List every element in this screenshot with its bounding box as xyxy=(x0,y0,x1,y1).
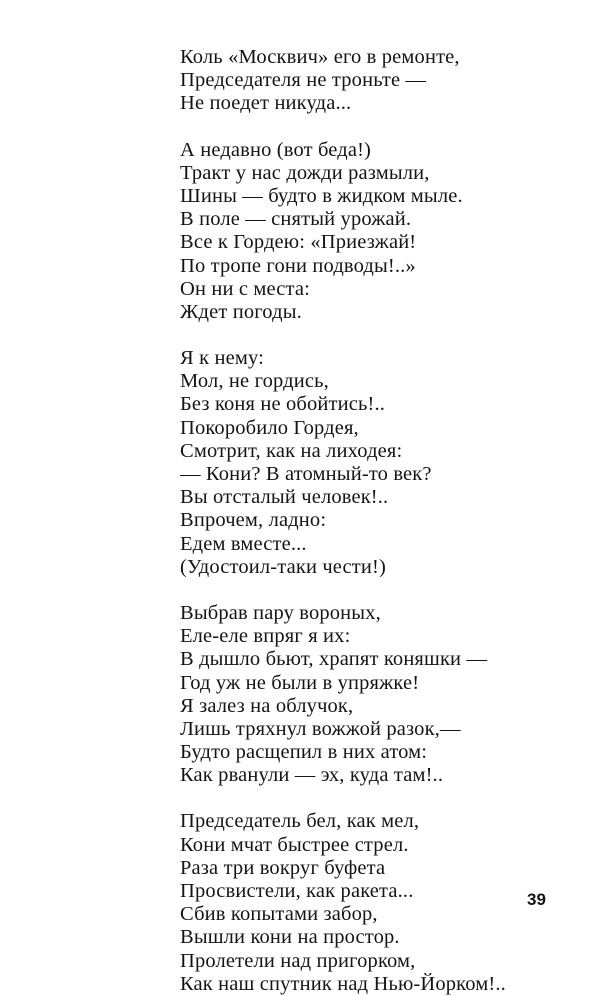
poem-line: Вы отсталый человек!.. xyxy=(180,486,389,509)
poem-line: Шины — будто в жидком мыле. xyxy=(180,184,463,207)
poem-line: Сбив копытами забор, xyxy=(180,903,378,926)
page-number: 39 xyxy=(527,890,546,909)
poem-line: Раза три вокруг буфета xyxy=(180,856,386,879)
poem-text xyxy=(180,46,580,996)
poem-line: Смотрит, как на лиходея: xyxy=(180,439,403,462)
stanza-1 xyxy=(180,46,580,116)
poem-line: Председатель бел, как мел, xyxy=(180,810,420,833)
poem-line: Просвистели, как ракета... xyxy=(180,880,414,902)
poem-line: Еле-еле впряг я их: xyxy=(180,625,351,648)
poem-line: Как рванули — эх, куда там!.. xyxy=(180,764,444,787)
poem-line: Председателя не троньте — xyxy=(180,69,427,92)
poem-line: В поле — снятый урожай. xyxy=(180,208,412,231)
poem-line: Мол, не гордись, xyxy=(180,370,329,393)
poem-line: Пролетели над пригорком, xyxy=(180,949,416,972)
poem-line: По тропе гони подводы!..» xyxy=(180,254,416,277)
poem-line: Лишь тряхнул вожжой разок,— xyxy=(180,717,461,740)
poem-line: Впрочем, ладно: xyxy=(180,509,327,532)
poem-line: Кони мчат быстрее стрел. xyxy=(180,833,409,856)
poem-line: Год уж не были в упряжке! xyxy=(180,671,420,694)
poem-line: Покоробило Гордея, xyxy=(180,416,359,439)
stanza-2 xyxy=(180,139,580,325)
poem-line: А недавно (вот беда!) xyxy=(180,138,372,161)
poem-line: В дышло бьют, храпят коняшки — xyxy=(180,648,488,671)
poem-line: Едем вместе... xyxy=(180,532,307,555)
poem-line: — Кони? В атомный-то век? xyxy=(180,463,432,485)
poem-line: Не поедет никуда... xyxy=(180,92,352,115)
poem-line: (Удостоил-таки чести!) xyxy=(180,555,386,578)
poem-line: Выбрав пару вороных, xyxy=(180,601,381,624)
poem-line: Как наш спутник над Нью-Йорком!.. xyxy=(180,972,506,995)
stanza-4 xyxy=(180,602,580,788)
poem-line: Вышли кони на простор. xyxy=(180,926,400,949)
poem-line: Без коня не обойтись!.. xyxy=(180,393,386,416)
poem-line: Будто расщепил в них атом: xyxy=(180,741,428,764)
poem-line: Я залез на облучок, xyxy=(180,694,354,717)
poem-line: Ждет погоды. xyxy=(180,300,302,323)
stanza-3 xyxy=(180,347,580,579)
poem-line: Все к Гордею: «Приезжай! xyxy=(180,231,417,254)
poem-line: Он ни с места: xyxy=(180,277,310,300)
stanza-5 xyxy=(180,810,580,996)
poem-line: Коль «Москвич» его в ремонте, xyxy=(180,46,460,68)
poem-line: Тракт у нас дожди размыли, xyxy=(180,161,430,184)
poem-line: Я к нему: xyxy=(180,347,264,370)
